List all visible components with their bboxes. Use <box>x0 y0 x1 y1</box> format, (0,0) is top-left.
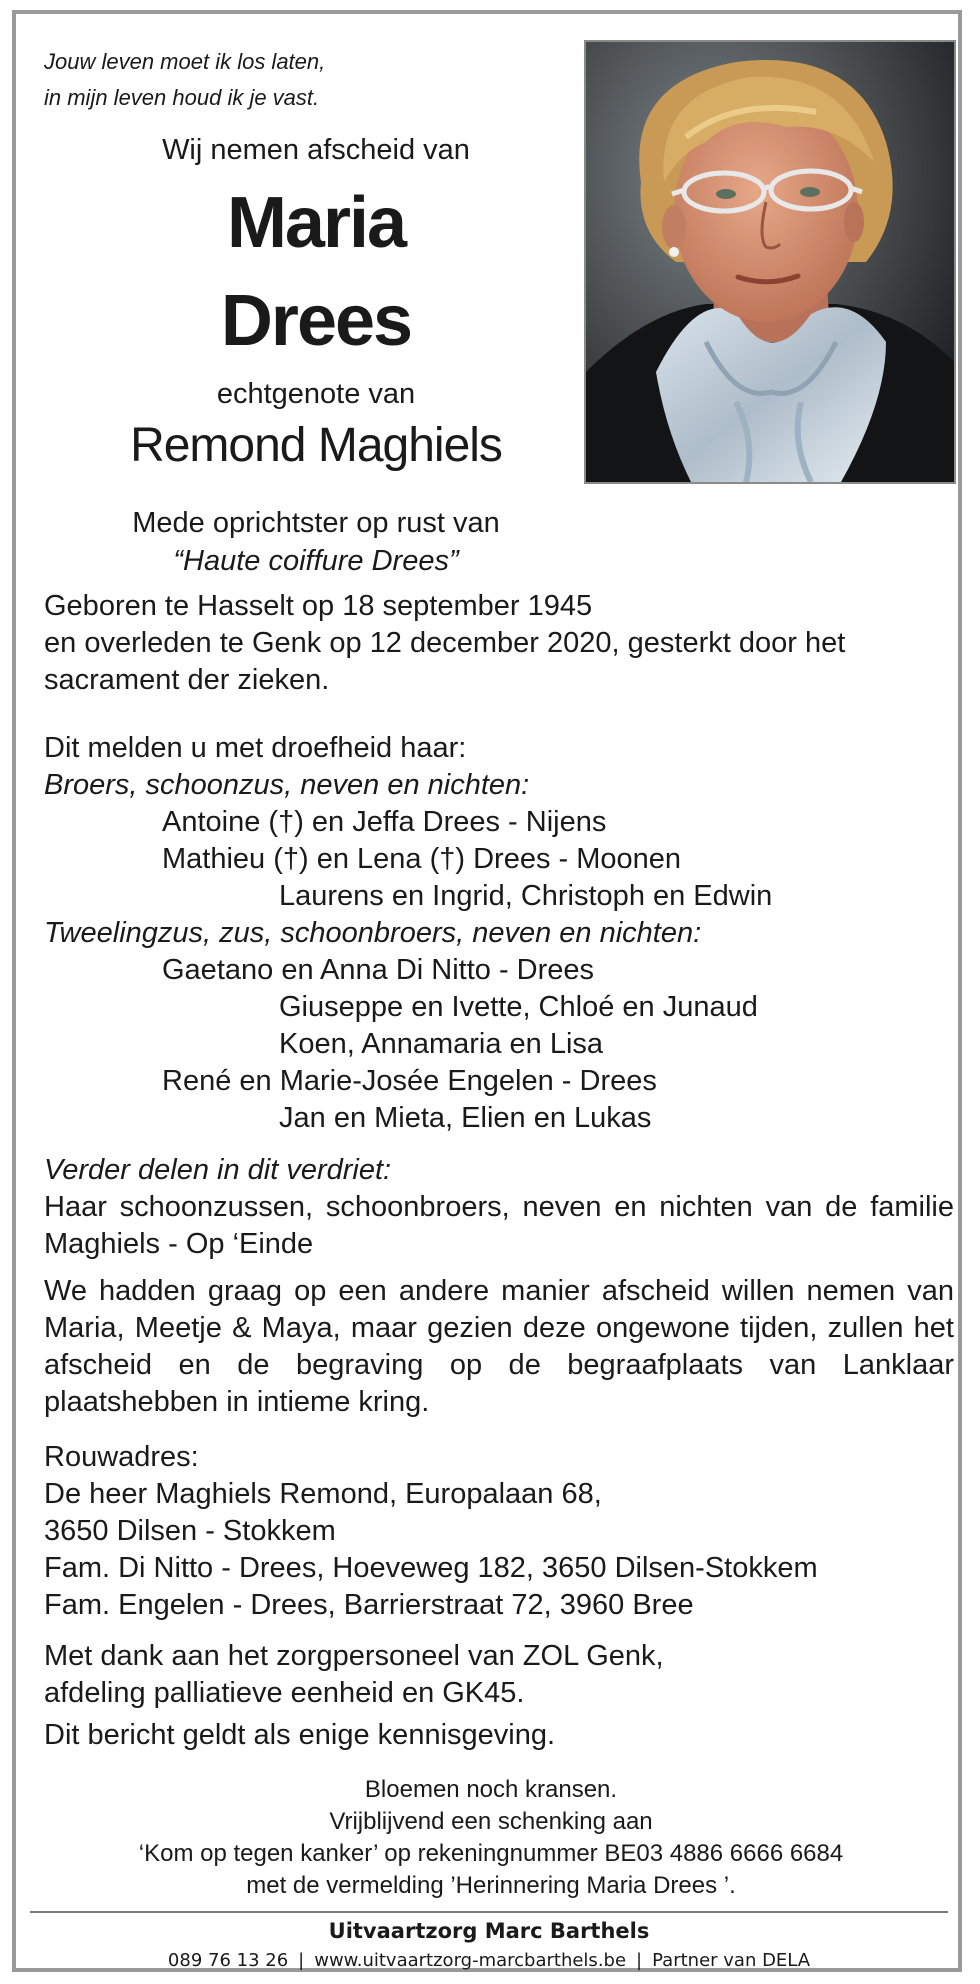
family-line: René en Marie-Josée Engelen - Drees <box>162 1065 657 1097</box>
salon-name: “Haute coiffure Drees” <box>173 545 459 577</box>
family-line: Giuseppe en Ivette, Chloé en Junaud <box>279 991 758 1023</box>
deceased-last-name: Drees <box>220 281 412 361</box>
address-line: Fam. Engelen - Drees, Barrierstraat 72, 3960 Bree <box>44 1589 694 1621</box>
closing-line: Vrijblijvend een schenking aan <box>329 1808 653 1835</box>
portrait-illustration <box>586 42 954 482</box>
notice-text: Dit bericht geldt als enige kennisgeving. <box>44 1719 556 1751</box>
family-line: Antoine (†) en Jeffa Drees - Nijens <box>162 806 607 838</box>
footer-divider <box>30 1911 948 1913</box>
family-line: Mathieu (†) en Lena (†) Drees - Moonen <box>162 843 682 875</box>
separator: | <box>636 1950 643 1971</box>
cofounder-block <box>36 504 596 580</box>
spouse-name: Remond Maghiels <box>130 419 502 472</box>
address-line: Fam. Di Nitto - Drees, Hoeveweg 182, 3650 Dilsen-Stokkem <box>44 1552 818 1584</box>
further-block <box>44 1152 954 1263</box>
further-text: Haar schoonzussen, schoonbroers, neven en nichten van de familie Maghiels - Op ‘Einde <box>44 1191 954 1260</box>
address-block <box>44 1439 954 1624</box>
family-line: Gaetano en Anna Di Nitto - Drees <box>162 954 595 986</box>
separator: | <box>298 1950 305 1971</box>
funeral-home-phone: 089 76 13 26 <box>167 1950 289 1971</box>
obituary-card <box>12 10 962 1972</box>
verse <box>44 44 564 116</box>
birth-death-line: sacrament der zieken. <box>44 664 330 696</box>
birth-death-block <box>44 588 954 699</box>
funeral-home-contact <box>30 1950 948 1971</box>
family-block <box>44 730 954 1137</box>
closing-line: Bloemen noch kransen. <box>364 1776 618 1803</box>
verse-line: in mijn leven houd ik je vast. <box>44 85 320 110</box>
family-group-heading: Tweelingzus, zus, schoonbroers, neven en nichten: <box>44 917 702 949</box>
family-line: Jan en Mieta, Elien en Lukas <box>279 1102 652 1134</box>
family-announce: Dit melden u met droefheid haar: <box>44 732 467 764</box>
address-label: Rouwadres: <box>44 1441 199 1473</box>
closing-line: ‘Kom op tegen kanker’ op rekeningnummer BE03 4886 6666 6684 <box>138 1840 844 1867</box>
funeral-home-name: Uitvaartzorg Marc Barthels <box>328 1919 650 1943</box>
portrait-photo <box>584 40 956 484</box>
thanks-block <box>44 1638 954 1712</box>
deceased-first-name: Maria <box>226 183 406 263</box>
closing-block <box>36 1774 946 1902</box>
address-line: 3650 Dilsen - Stokkem <box>44 1515 336 1547</box>
closing-line: met de vermelding ’Herinnering Maria Drees ’. <box>246 1872 736 1899</box>
thanks-line: afdeling palliatieve eenheid en GK45. <box>44 1677 525 1709</box>
notice-block <box>44 1717 954 1754</box>
funeral-home-website[interactable]: www.uitvaartzorg-marcbarthels.be <box>314 1950 627 1971</box>
family-line: Laurens en Ingrid, Christoph en Edwin <box>279 880 773 912</box>
address-line: De heer Maghiels Remond, Europalaan 68, <box>44 1478 602 1510</box>
funeral-home-partner: Partner van DELA <box>652 1950 811 1971</box>
birth-death-line: en overleden te Genk op 12 december 2020, gesterkt door het <box>44 627 846 659</box>
cofounder-line: Mede oprichtster op rust van <box>132 507 500 539</box>
spouse-label: echtgenote van <box>216 378 416 410</box>
further-heading: Verder delen in dit verdriet: <box>44 1154 392 1186</box>
ceremony-text: We hadden graag op een andere manier afscheid willen nemen van Maria, Meetje & Maya, maar gezien deze ongewone tijden, zullen het afscheid en de begraving op de begraafplaats van Lanklaar plaatshebben in intieme kring. <box>44 1275 954 1418</box>
intro-text: Wij nemen afscheid van <box>162 134 470 166</box>
birth-death-line: Geboren te Hasselt op 18 september 1945 <box>44 590 593 622</box>
verse-line: Jouw leven moet ik los laten, <box>44 49 326 74</box>
family-line: Koen, Annamaria en Lisa <box>279 1028 604 1060</box>
thanks-line: Met dank aan het zorgpersoneel van ZOL Genk, <box>44 1640 664 1672</box>
ceremony-block <box>44 1273 954 1421</box>
family-group-heading: Broers, schoonzus, neven en nichten: <box>44 769 530 801</box>
